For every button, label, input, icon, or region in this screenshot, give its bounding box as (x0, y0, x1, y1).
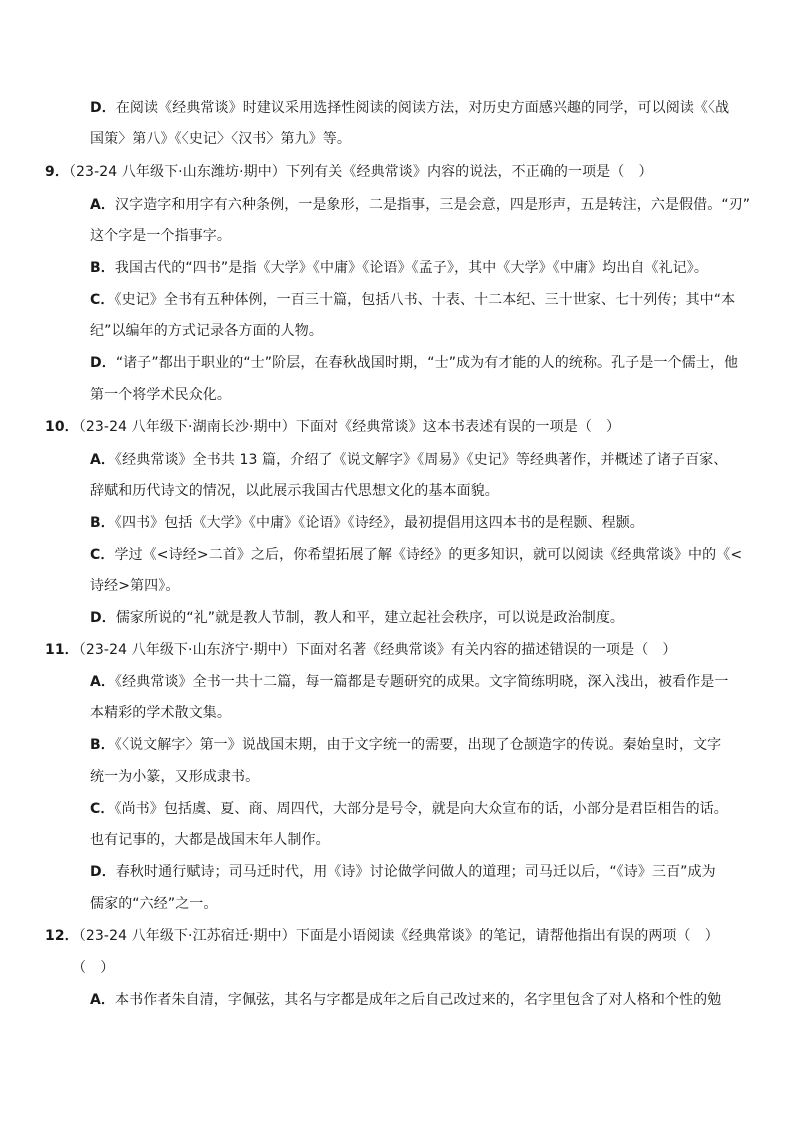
text-line (90, 703, 231, 723)
question-number: 12． (45, 928, 79, 944)
continuation-text: 也有记事的，大都是战国末年人制作。 (90, 832, 330, 848)
text-line (90, 481, 499, 501)
option-text: 本书作者朱自清，字佩弦，其名与字都是成年之后自己改过来的，名字里包含了对人格和个性的勉 (115, 992, 722, 1008)
option-letter: C． (90, 547, 115, 563)
option-letter: A． (90, 992, 116, 1008)
continuation-text: 儒家的“六经”之一。 (90, 896, 218, 912)
answer-option (90, 735, 721, 755)
text-line (90, 129, 351, 149)
answer-option (90, 990, 721, 1010)
answer-option (90, 450, 727, 470)
option-letter: D． (90, 864, 116, 880)
continuation-text: 诗经>第四》。 (90, 578, 180, 594)
question-source: （23-24 八年级下·山东济宁·期中） (78, 642, 296, 658)
option-text: 《〈说文解字〉第一》说战国末期，由于文字统一的需要，出现了仓颉造字的传说。秦始皇时，文字 (114, 737, 722, 753)
answer-option (90, 290, 735, 310)
answer-option (90, 353, 738, 373)
question-number: 10． (45, 419, 79, 435)
answer-option (90, 513, 644, 533)
question-source: （23-24 八年级下·江苏宿迁·期中） (78, 928, 296, 944)
option-letter: D． (90, 100, 116, 116)
option-text: 《尚书》包括虞、夏、商、周四代，大部分是号令，就是向大众宣布的话，小部分是君臣相告的话。 (114, 801, 728, 817)
option-text: “诸子”都出于职业的“士”阶层，在春秋战国时期，“士”成为有才能的人的统称。孔子是一个儒士，他 (115, 355, 739, 371)
continuation-text: 国策〉第八》《〈史记〉〈汉书〉第九》等。 (90, 131, 351, 147)
continuation-text: 纪”以编年的方式记录各方面的人物。 (90, 323, 323, 339)
question-text: 下列有关《经典常谈》内容的说法，不正确的一项是（ ） (285, 164, 653, 180)
question-source: （23-24 八年级下·山东潍坊·期中） (68, 164, 286, 180)
text-line (90, 321, 323, 341)
question-number: 11． (45, 642, 79, 658)
option-letter: B． (90, 260, 115, 276)
question-stem (45, 417, 620, 437)
option-letter: A． (90, 452, 116, 468)
option-letter: D． (90, 610, 116, 626)
option-text: 《四书》包括《大学》《中庸》《论语》《诗经》，最初提倡用这四本书的是程颢、程颢。 (114, 515, 644, 531)
question-text: 下面对名著《经典常谈》有关内容的描述错误的一项是（ ） (295, 642, 677, 658)
question-stem (45, 640, 677, 660)
option-text: 《经典常谈》全书一共十二篇，每一篇都是专题研究的成果。文字简练明晓，深入浅出，被看作是一 (115, 674, 729, 690)
continuation-text: （ ） (72, 960, 115, 976)
option-letter: C． (90, 801, 115, 817)
text-line (90, 767, 259, 787)
answer-option (90, 258, 708, 278)
text-line (90, 226, 231, 246)
continuation-text: 统一为小篆，又形成隶书。 (90, 769, 260, 785)
option-text: 《史记》全书有五种体例，一百三十篇，包括八书、十表、十二本纪、三十世家、七十列传；其中“本 (114, 292, 736, 308)
option-letter: A． (90, 197, 116, 213)
text-line (72, 958, 114, 978)
option-letter: D． (90, 355, 116, 371)
option-letter: B． (90, 737, 115, 753)
text-line (90, 576, 179, 596)
continuation-text: 辞赋和历代诗文的情况，以此展示我国古代思想文化的基本面貌。 (90, 483, 499, 499)
text-line (90, 894, 218, 914)
option-text: 在阅读《经典常谈》时建议采用选择性阅读的阅读方法，对历史方面感兴趣的同学，可以阅读《〈战 (115, 100, 730, 116)
option-text: 学过《<诗经>二首》之后，你希望拓展了解《诗经》的更多知识，就可以阅读《经典常谈》中的《< (114, 547, 743, 563)
continuation-text: 本精彩的学术散文集。 (90, 705, 231, 721)
question-source: （23-24 八年级下·湖南长沙·期中） (78, 419, 296, 435)
question-stem (45, 162, 653, 182)
answer-option (90, 672, 728, 692)
option-text: 《经典常谈》全书共 13 篇，介绍了《说文解字》《周易》《史记》等经典著作，并概述了诸子百家、 (115, 452, 728, 468)
question-stem (45, 926, 719, 946)
option-letter: B． (90, 515, 115, 531)
option-letter: C． (90, 292, 115, 308)
option-text: 我国古代的“四书”是指《大学》《中庸》《论语》《孟子》，其中《大学》《中庸》均出自《礼记》。 (114, 260, 708, 276)
option-text: 春秋时通行赋诗；司马迁时代，用《诗》讨论做学问做人的道理；司马迁以后，“《诗》三百”成为 (115, 864, 716, 880)
question-text: 下面是小语阅读《经典常谈》的笔记，请帮他指出有误的两项（ ） (295, 928, 719, 944)
answer-option (90, 799, 728, 819)
question-number: 9． (45, 164, 69, 180)
option-text: 汉字造字和用字有六种条例，一是象形，二是指事，三是会意，四是形声，五是转注，六是假借。“刃” (115, 197, 751, 213)
option-letter: A． (90, 674, 116, 690)
answer-option (90, 862, 716, 882)
answer-option (90, 195, 750, 215)
continuation-text: 这个字是一个指事字。 (90, 228, 231, 244)
answer-option (90, 98, 729, 118)
answer-option (90, 545, 742, 565)
text-line (90, 830, 330, 850)
option-text: 儒家所说的“礼”就是教人节制，教人和平，建立起社会秩序，可以说是政治制度。 (115, 610, 625, 626)
continuation-text: 第一个将学术民众化。 (90, 387, 231, 403)
text-line (90, 385, 231, 405)
question-text: 下面对《经典常谈》这本书表述有误的一项是（ ） (295, 419, 621, 435)
answer-option (90, 608, 624, 628)
